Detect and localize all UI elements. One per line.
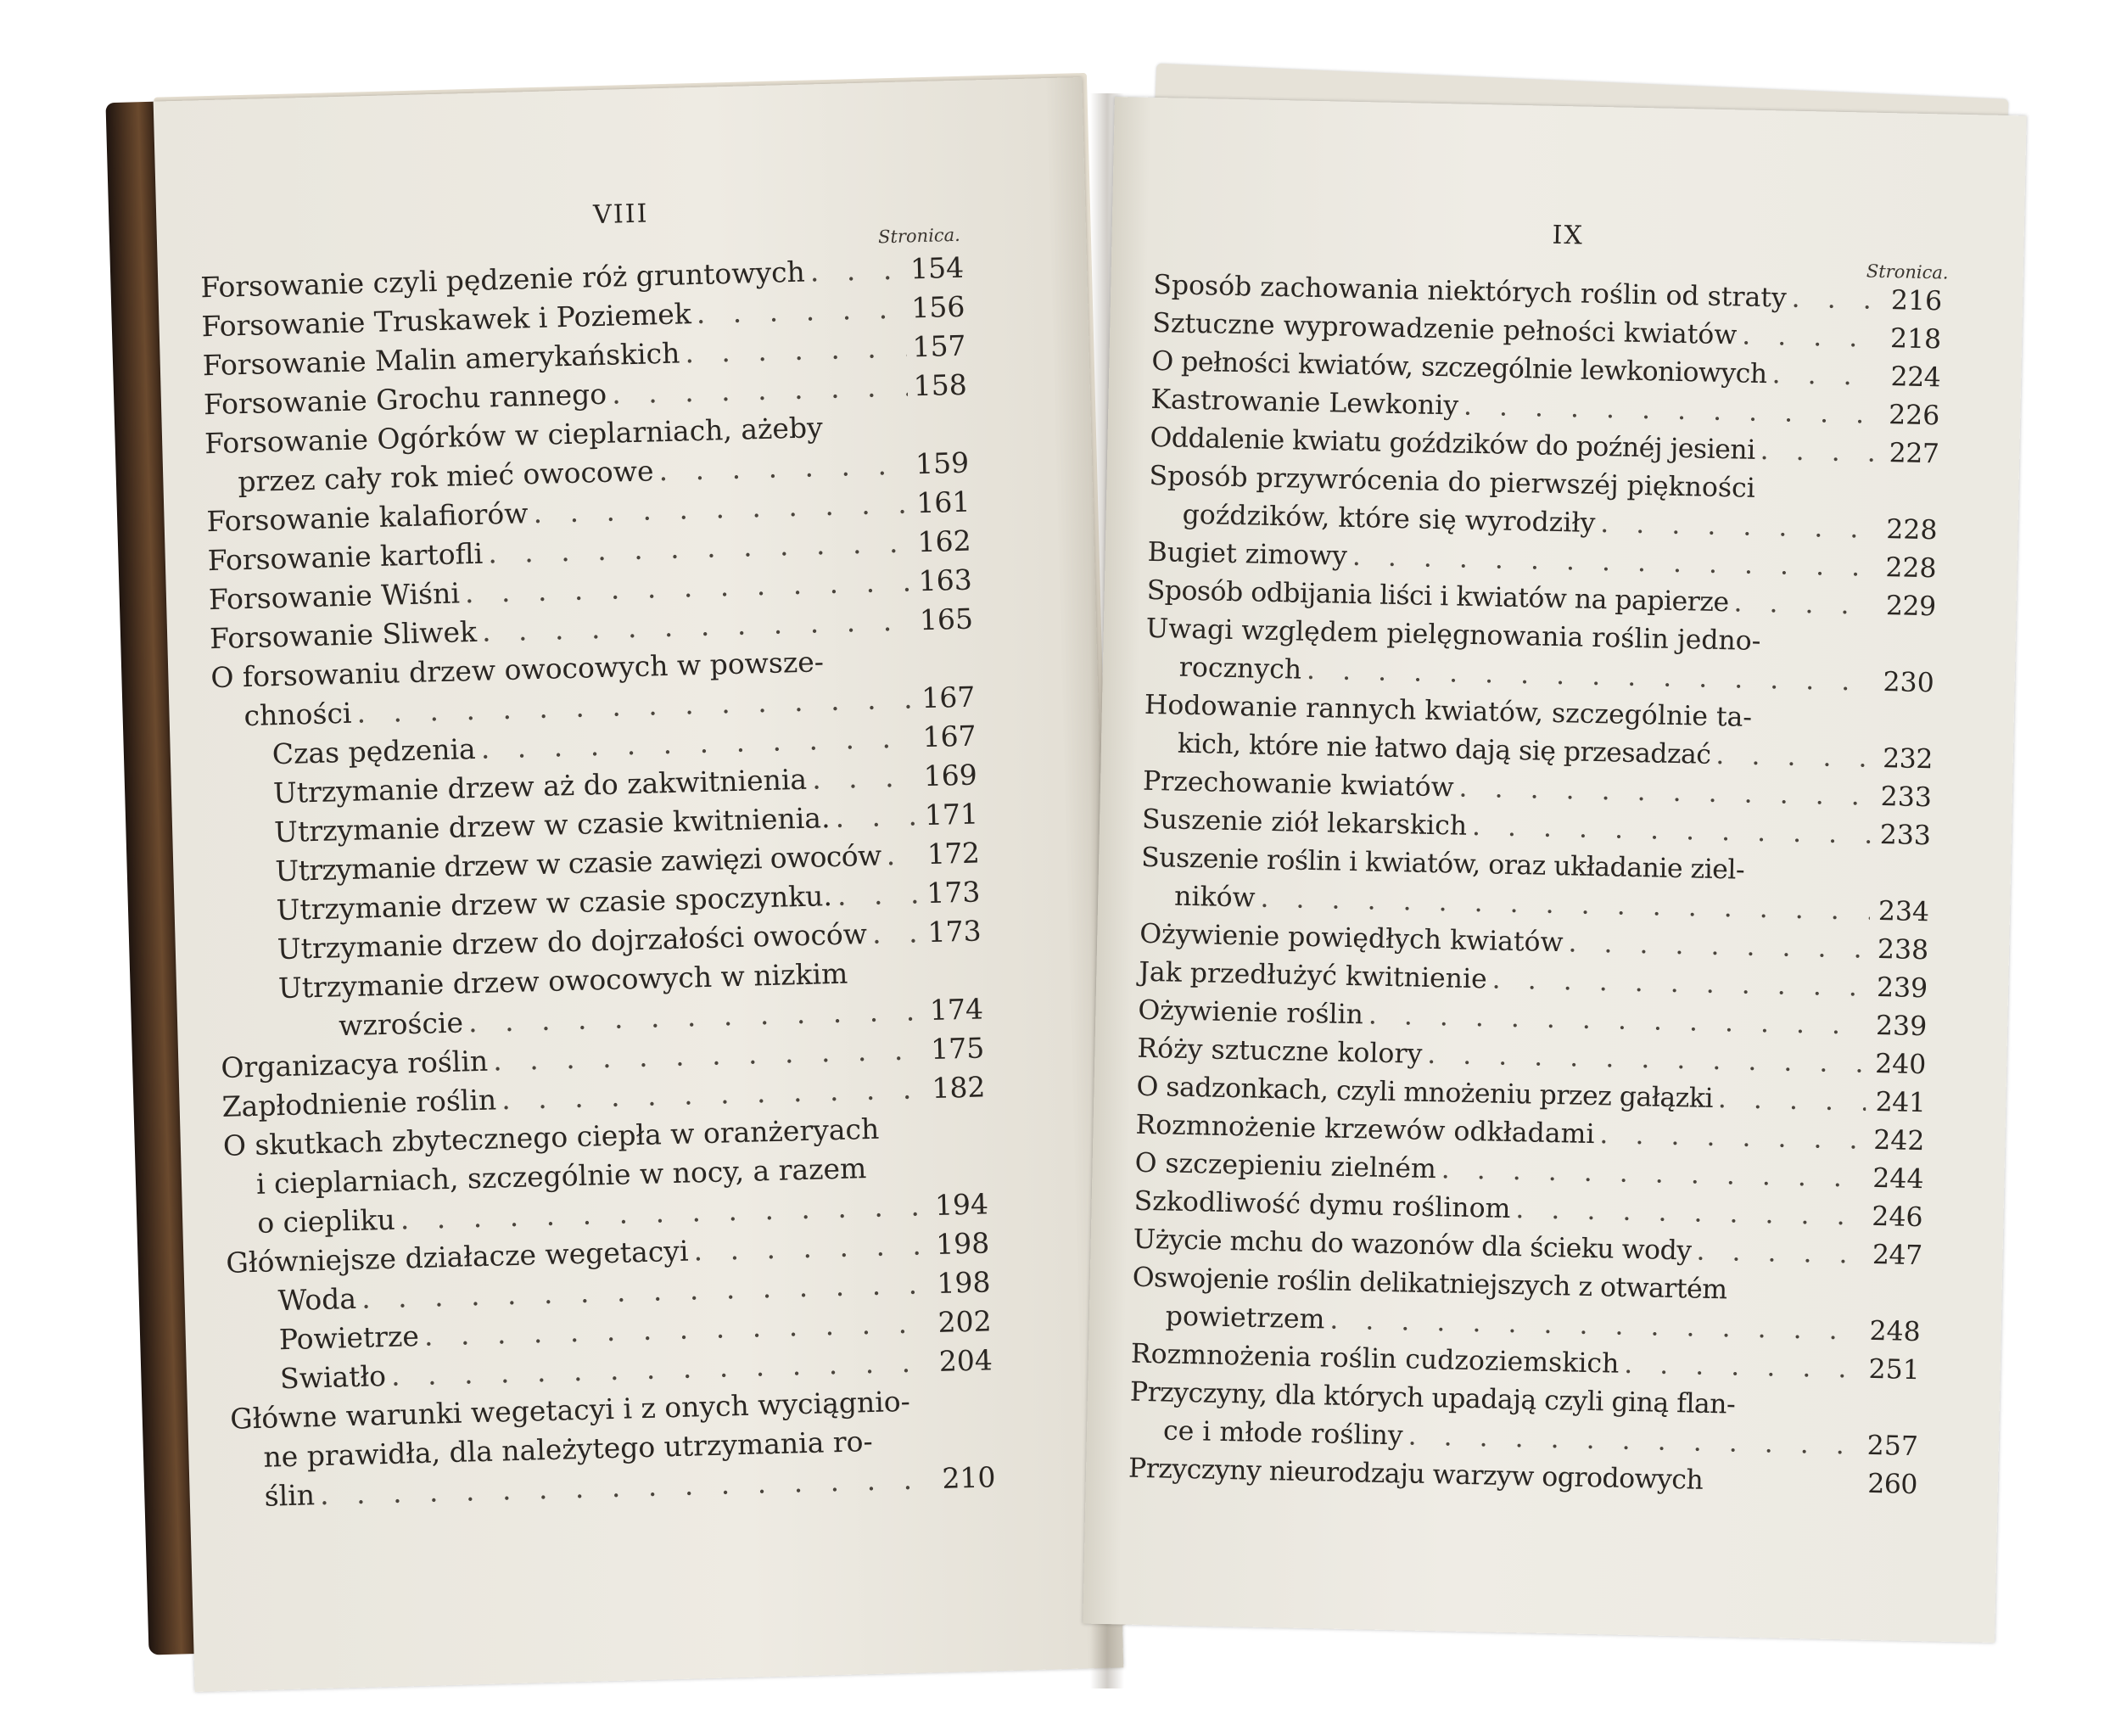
toc-subentry: Czas pędzenia . . . 167 [271,717,977,775]
toc-entry: Jak przedłużyć kwitnienie . . . 239 [1139,953,1928,1009]
toc-entry: Forsowanie Malin amerykańskich . . . 157 [202,327,966,386]
toc-entry: Rozmnożenia roślin cudzoziemskich . . . 251 [1130,1335,1920,1391]
toc-subentry: Utrzymanie drzew w czasie kwitnienia. . . . 171 [274,794,979,852]
toc-entry: ne prawidła, dla należytego utrzymania ro- [263,1425,874,1474]
toc-entry: O sadzonkach, czyli mnożeniu przez gałązki . . . 241 [1136,1067,1926,1123]
toc-subentry: Utrzymanie drzew w czasie spoczynku. . . . 173 [276,872,981,930]
toc-entry: rocznych . . . 230 [1178,648,1934,703]
toc-entry: Sposób przywrócenia do pierwszéj piękności [1149,460,1756,504]
toc-entry: goździków, które się wyrodziły . . . 228 [1182,496,1938,551]
toc-entry: Oswojenie roślin delikatniejszych z otwartém [1132,1262,1727,1306]
toc-entry: ce i młode rośliny . . . 257 [1163,1411,1919,1466]
toc-entry: ślin . . . 210 [264,1458,996,1516]
toc-entry: Ożywienie roślin . . . 239 [1138,991,1928,1047]
toc-subentry: wzroście . . . 174 [339,989,984,1045]
page-number-left: VIII [592,199,649,231]
toc-entry: Zapłodnienie roślin . . . 182 [221,1067,986,1127]
toc-subentry: Swiatło . . . 204 [280,1341,993,1398]
left-page [154,77,1124,1692]
toc-subentry: Powietrze . . . 202 [278,1302,992,1359]
toc-entry: Forsowanie kartofli . . . 162 [207,522,971,581]
toc-entry: Szkodliwość dymu roślinom . . . 246 [1133,1182,1923,1238]
toc-entry: Róży sztuczne kolory . . . 240 [1137,1029,1927,1085]
toc-entry: Forsowanie Wiśni . . . 163 [208,561,972,620]
toc-entry: Sposób zachowania niektórych roślin od straty . . . 216 [1153,266,1943,322]
toc-entry: chności . . . 167 [243,678,976,736]
toc-entry: Suszenie ziół lekarskich . . . 233 [1142,800,1932,856]
right-page [1083,97,2026,1643]
toc-entry: Forsowanie Grochu rannego . . . 158 [203,366,967,425]
toc-entry: O pełności kwiatów, szczególnie lewkoniowych . . . 224 [1151,342,1941,398]
toc-entry: Forsowanie czyli pędzenie róż gruntowych . . . 154 [200,249,965,308]
toc-entry: Sposób odbijania liści i kwiatów na papierze . . . 229 [1146,571,1936,627]
toc-entry: Forsowanie Sliwek . . . 165 [210,600,974,659]
toc-entry: ników . . . 234 [1174,877,1930,932]
toc-entry: Przyczyny, dla których upadają czyli giną flan- [1129,1376,1736,1420]
toc-entry: Hodowanie rannych kwiatów, szczególnie ta- [1144,689,1753,733]
toc-entry: Sztuczne wyprowadzenie pełności kwiatów . . . 218 [1152,304,1942,360]
toc-entry: Główniejsze działacze wegetacyi . . . 198 [226,1224,990,1283]
column-header-stronica: Stronica. [1866,260,1949,283]
toc-entry: Forsowanie Truskawek i Poziemek . . . 156 [201,288,965,347]
toc-entry: Rozmnożenie krzewów odkładami . . . 242 [1135,1106,1925,1162]
toc-entry: Główne warunki wegetacyi i z onych wyciągnio- [229,1384,911,1436]
toc-entry: O forsowaniu drzew owocowych w powsze- [210,645,825,695]
toc-subentry: Woda . . . 198 [277,1263,991,1320]
toc-entry: przez cały rok mieć owocowe . . . 159 [238,444,970,502]
toc-subentry: Utrzymanie drzew do dojrzałości owoców . . . 173 [277,911,982,969]
toc-entry: powietrzem . . . 248 [1165,1297,1921,1352]
toc-entry: kich, które nie łatwo dają się przesadzać . . . 232 [1178,725,1934,780]
page-number-right: IX [1552,220,1585,251]
table-of-contents-right [1083,97,2026,1643]
toc-entry: Ożywienie powiędłych kwiatów . . . 238 [1139,915,1929,971]
toc-entry: Forsowanie kalafiorów . . . 161 [206,483,971,542]
toc-entry: O skutkach zbytecznego ciepła w oranżeryach [222,1112,880,1162]
toc-entry: Forsowanie Ogórków w cieplarniach, ażeby [204,411,824,461]
toc-entry: o cieplіku . . . 194 [257,1184,989,1243]
toc-entry: O szczepieniu zielném . . . 244 [1134,1144,1924,1200]
toc-entry: Przechowanie kwiatów . . . 233 [1143,762,1933,818]
toc-subentry: Utrzymanie drzew owocowych w nizkim [277,956,848,1005]
toc-entry: Suszenie roślin i kwiatów, oraz układanie ziel- [1140,842,1745,886]
toc-entry: Bugiet zimowy . . . 228 [1147,533,1937,589]
toc-entry: Użycie mchu do wazonów dla ścieku wody . . . 247 [1133,1220,1922,1276]
column-header-stronica: Stronica. [877,224,961,248]
toc-subentry: Utrzymanie drzew w czasie zawięzi owoców . . . 172 [275,833,980,891]
toc-entry: i cieplarniach, szczególnie w nocy, a razem [255,1151,867,1201]
toc-entry: Uwagi względem pielęgnowania roślin jedno- [1145,613,1761,658]
toc-subentry: Utrzymanie drzew aż do zakwitnienia . . . 169 [272,756,977,814]
toc-entry: Kastrowanie Lewkoniy . . . 226 [1150,380,1940,436]
toc-entry: Oddalenie kwiatu goździków do poźnéj jesieni . . . 227 [1150,418,1939,474]
toc-entry: Przyczyny nieurodzaju warzyw ogrodowych 260 [1128,1453,1918,1501]
toc-entry: Organizacya roślin . . . 175 [221,1028,985,1088]
table-of-contents-left [154,77,1124,1692]
